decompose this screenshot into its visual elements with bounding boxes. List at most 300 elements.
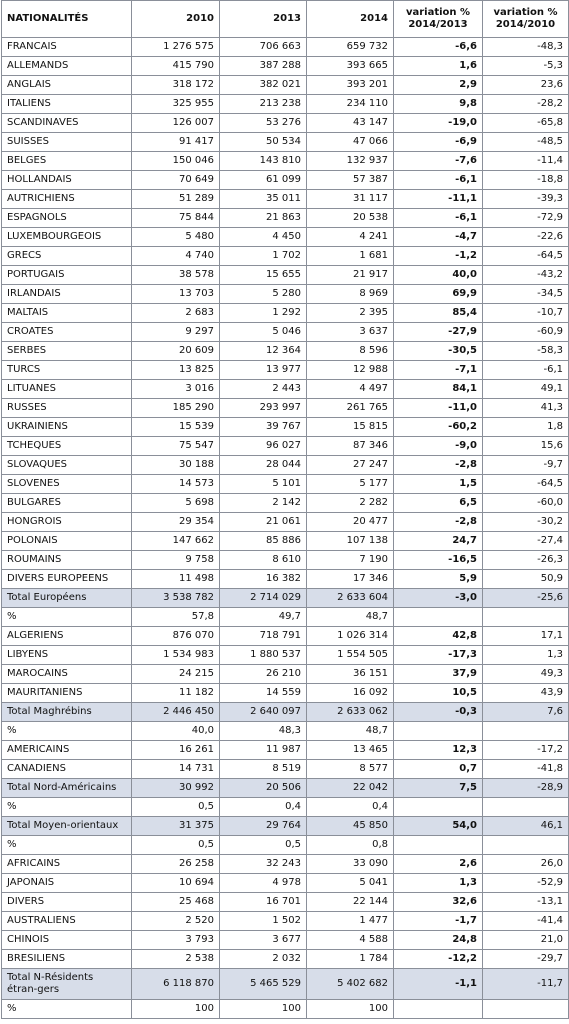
value-2014-cell: 5 177: [307, 475, 394, 494]
variation-2014-2013-cell: -1,1: [394, 969, 483, 1000]
value-2010-cell: 6 118 870: [132, 969, 220, 1000]
value-2014-cell: 27 247: [307, 456, 394, 475]
value-2010-cell: 3 016: [132, 380, 220, 399]
value-2010-cell: 38 578: [132, 266, 220, 285]
value-2013-cell: 53 276: [220, 114, 307, 133]
variation-2014-2010-cell: -11,7: [483, 969, 569, 1000]
value-2013-cell: 14 559: [220, 684, 307, 703]
variation-2014-2010-cell: -60,9: [483, 323, 569, 342]
table-row: [2, 285, 569, 304]
value-2013-cell: 1 292: [220, 304, 307, 323]
variation-2014-2013-cell: -1,2: [394, 247, 483, 266]
variation-2014-2013-cell: -30,5: [394, 342, 483, 361]
nationality-cell: CHINOIS: [2, 931, 132, 950]
nationality-cell: ALGERIENS: [2, 627, 132, 646]
nationality-cell: TCHEQUES: [2, 437, 132, 456]
value-2014-cell: 4 497: [307, 380, 394, 399]
value-2010-cell: 10 694: [132, 874, 220, 893]
value-2010-cell: 3 538 782: [132, 589, 220, 608]
variation-2014-2013-cell: 69,9: [394, 285, 483, 304]
value-2010-cell: 4 740: [132, 247, 220, 266]
value-2010-cell: 91 417: [132, 133, 220, 152]
variation-2014-2013-cell: -2,8: [394, 456, 483, 475]
variation-2014-2010-cell: 26,0: [483, 855, 569, 874]
value-2010-cell: 5 698: [132, 494, 220, 513]
table-row: [2, 323, 569, 342]
value-2010-cell: 14 731: [132, 760, 220, 779]
variation-2014-2013-cell: [394, 798, 483, 817]
variation-2014-2013-cell: 1,3: [394, 874, 483, 893]
table-row: [2, 171, 569, 190]
value-2014-cell: 16 092: [307, 684, 394, 703]
nationality-cell: LITUANES: [2, 380, 132, 399]
nationality-cell: GRECS: [2, 247, 132, 266]
variation-2014-2010-cell: [483, 722, 569, 741]
total-row: [2, 969, 569, 1000]
table-row: [2, 665, 569, 684]
value-2010-cell: 26 258: [132, 855, 220, 874]
nationality-cell: CROATES: [2, 323, 132, 342]
nationality-cell: SLOVAQUES: [2, 456, 132, 475]
value-2010-cell: 14 573: [132, 475, 220, 494]
value-2014-cell: 8 577: [307, 760, 394, 779]
variation-2014-2010-cell: 17,1: [483, 627, 569, 646]
value-2013-cell: 4 978: [220, 874, 307, 893]
table-row: [2, 874, 569, 893]
percent-row: [2, 836, 569, 855]
variation-2014-2010-cell: -10,7: [483, 304, 569, 323]
nationality-cell: AFRICAINS: [2, 855, 132, 874]
value-2014-cell: 20 538: [307, 209, 394, 228]
header-variation-2014-2010: variation % 2014/2010: [483, 1, 569, 38]
variation-2014-2013-cell: 6,5: [394, 494, 483, 513]
variation-2014-2010-cell: [483, 1000, 569, 1019]
variation-2014-2010-cell: -72,9: [483, 209, 569, 228]
value-2013-cell: 5 465 529: [220, 969, 307, 1000]
value-2013-cell: 706 663: [220, 38, 307, 57]
value-2013-cell: 4 450: [220, 228, 307, 247]
value-2013-cell: 1 880 537: [220, 646, 307, 665]
table-row: [2, 532, 569, 551]
value-2013-cell: 2 714 029: [220, 589, 307, 608]
variation-2014-2010-cell: -39,3: [483, 190, 569, 209]
value-2014-cell: 33 090: [307, 855, 394, 874]
value-2013-cell: 20 506: [220, 779, 307, 798]
percent-row: [2, 1000, 569, 1019]
value-2013-cell: 1 702: [220, 247, 307, 266]
variation-2014-2010-cell: -25,6: [483, 589, 569, 608]
value-2013-cell: 50 534: [220, 133, 307, 152]
value-2013-cell: 5 046: [220, 323, 307, 342]
value-2014-cell: 2 395: [307, 304, 394, 323]
total-row: [2, 779, 569, 798]
value-2013-cell: 718 791: [220, 627, 307, 646]
value-2013-cell: 2 640 097: [220, 703, 307, 722]
value-2013-cell: 49,7: [220, 608, 307, 627]
nationality-cell: %: [2, 608, 132, 627]
variation-2014-2013-cell: -11,1: [394, 190, 483, 209]
value-2010-cell: 51 289: [132, 190, 220, 209]
variation-2014-2010-cell: -64,5: [483, 247, 569, 266]
value-2013-cell: 15 655: [220, 266, 307, 285]
table-row: [2, 494, 569, 513]
table-row: [2, 513, 569, 532]
table-row: [2, 76, 569, 95]
percent-row: [2, 722, 569, 741]
table-row: [2, 380, 569, 399]
variation-2014-2010-cell: -48,3: [483, 38, 569, 57]
variation-2014-2010-cell: -41,8: [483, 760, 569, 779]
value-2013-cell: 0,5: [220, 836, 307, 855]
table-row: [2, 38, 569, 57]
value-2010-cell: 25 468: [132, 893, 220, 912]
variation-2014-2013-cell: -7,6: [394, 152, 483, 171]
value-2014-cell: 2 282: [307, 494, 394, 513]
header-2014: 2014: [307, 1, 394, 38]
nationality-cell: PORTUGAIS: [2, 266, 132, 285]
value-2013-cell: 85 886: [220, 532, 307, 551]
value-2010-cell: 2 683: [132, 304, 220, 323]
table-row: [2, 304, 569, 323]
variation-2014-2010-cell: 23,6: [483, 76, 569, 95]
nationality-cell: MALTAIS: [2, 304, 132, 323]
value-2013-cell: 1 502: [220, 912, 307, 931]
header-nationalites: NATIONALITÉS: [2, 1, 132, 38]
value-2013-cell: 12 364: [220, 342, 307, 361]
value-2013-cell: 2 032: [220, 950, 307, 969]
variation-2014-2013-cell: 42,8: [394, 627, 483, 646]
value-2010-cell: 2 538: [132, 950, 220, 969]
table-row: [2, 912, 569, 931]
variation-2014-2010-cell: -22,6: [483, 228, 569, 247]
nationality-cell: %: [2, 1000, 132, 1019]
value-2010-cell: 57,8: [132, 608, 220, 627]
value-2014-cell: 3 637: [307, 323, 394, 342]
nationalities-table: [1, 0, 569, 1019]
nationality-cell: HONGROIS: [2, 513, 132, 532]
table-row: [2, 931, 569, 950]
nationality-cell: DIVERS EUROPEENS: [2, 570, 132, 589]
variation-2014-2010-cell: -9,7: [483, 456, 569, 475]
table-row: [2, 133, 569, 152]
table-row: [2, 190, 569, 209]
value-2010-cell: 5 480: [132, 228, 220, 247]
value-2010-cell: 31 375: [132, 817, 220, 836]
value-2013-cell: 3 677: [220, 931, 307, 950]
variation-2014-2010-cell: [483, 608, 569, 627]
variation-2014-2013-cell: 32,6: [394, 893, 483, 912]
value-2014-cell: 36 151: [307, 665, 394, 684]
value-2010-cell: 147 662: [132, 532, 220, 551]
nationality-cell: HOLLANDAIS: [2, 171, 132, 190]
value-2010-cell: 30 992: [132, 779, 220, 798]
value-2014-cell: 13 465: [307, 741, 394, 760]
value-2010-cell: 75 547: [132, 437, 220, 456]
nationality-cell: UKRAINIENS: [2, 418, 132, 437]
table-row: [2, 646, 569, 665]
variation-2014-2013-cell: 85,4: [394, 304, 483, 323]
value-2010-cell: 100: [132, 1000, 220, 1019]
value-2010-cell: 325 955: [132, 95, 220, 114]
variation-2014-2013-cell: 1,6: [394, 57, 483, 76]
value-2013-cell: 26 210: [220, 665, 307, 684]
table-row: [2, 399, 569, 418]
nationality-cell: SLOVENES: [2, 475, 132, 494]
value-2013-cell: 28 044: [220, 456, 307, 475]
variation-2014-2010-cell: -41,4: [483, 912, 569, 931]
table-row: [2, 627, 569, 646]
variation-2014-2013-cell: 5,9: [394, 570, 483, 589]
variation-2014-2010-cell: -28,2: [483, 95, 569, 114]
variation-2014-2013-cell: -17,3: [394, 646, 483, 665]
value-2013-cell: 2 443: [220, 380, 307, 399]
variation-2014-2010-cell: -13,1: [483, 893, 569, 912]
value-2014-cell: 22 042: [307, 779, 394, 798]
value-2010-cell: 15 539: [132, 418, 220, 437]
nationality-cell: IRLANDAIS: [2, 285, 132, 304]
value-2013-cell: 293 997: [220, 399, 307, 418]
value-2014-cell: 5 041: [307, 874, 394, 893]
nationality-cell: Total Nord-Américains: [2, 779, 132, 798]
nationality-cell: %: [2, 836, 132, 855]
variation-2014-2010-cell: 15,6: [483, 437, 569, 456]
variation-2014-2010-cell: -11,4: [483, 152, 569, 171]
table-row: [2, 760, 569, 779]
nationality-cell: ROUMAINS: [2, 551, 132, 570]
value-2013-cell: 387 288: [220, 57, 307, 76]
value-2010-cell: 185 290: [132, 399, 220, 418]
nationality-cell: ITALIENS: [2, 95, 132, 114]
value-2013-cell: 100: [220, 1000, 307, 1019]
nationality-cell: BELGES: [2, 152, 132, 171]
nationality-cell: TURCS: [2, 361, 132, 380]
variation-2014-2010-cell: [483, 798, 569, 817]
variation-2014-2010-cell: 1,8: [483, 418, 569, 437]
value-2010-cell: 2 520: [132, 912, 220, 931]
value-2010-cell: 13 703: [132, 285, 220, 304]
value-2010-cell: 30 188: [132, 456, 220, 475]
value-2013-cell: 0,4: [220, 798, 307, 817]
variation-2014-2013-cell: [394, 836, 483, 855]
value-2013-cell: 213 238: [220, 95, 307, 114]
nationality-cell: MAROCAINS: [2, 665, 132, 684]
variation-2014-2013-cell: 24,7: [394, 532, 483, 551]
nationality-cell: SCANDINAVES: [2, 114, 132, 133]
variation-2014-2010-cell: -26,3: [483, 551, 569, 570]
value-2010-cell: 70 649: [132, 171, 220, 190]
nationality-cell: LIBYENS: [2, 646, 132, 665]
value-2010-cell: 9 297: [132, 323, 220, 342]
value-2013-cell: 16 701: [220, 893, 307, 912]
value-2013-cell: 13 977: [220, 361, 307, 380]
value-2014-cell: 659 732: [307, 38, 394, 57]
variation-2014-2013-cell: -6,1: [394, 171, 483, 190]
table-row: [2, 456, 569, 475]
nationality-cell: SUISSES: [2, 133, 132, 152]
table-row: [2, 418, 569, 437]
variation-2014-2013-cell: 24,8: [394, 931, 483, 950]
variation-2014-2013-cell: 1,5: [394, 475, 483, 494]
value-2013-cell: 21 863: [220, 209, 307, 228]
table-row: [2, 247, 569, 266]
table-row: [2, 551, 569, 570]
variation-2014-2013-cell: 2,9: [394, 76, 483, 95]
table-row: [2, 114, 569, 133]
value-2014-cell: 7 190: [307, 551, 394, 570]
value-2010-cell: 126 007: [132, 114, 220, 133]
value-2014-cell: 1 681: [307, 247, 394, 266]
value-2014-cell: 1 554 505: [307, 646, 394, 665]
value-2013-cell: 21 061: [220, 513, 307, 532]
value-2010-cell: 1 534 983: [132, 646, 220, 665]
nationality-cell: %: [2, 798, 132, 817]
variation-2014-2013-cell: 12,3: [394, 741, 483, 760]
nationality-cell: BRESILIENS: [2, 950, 132, 969]
value-2014-cell: 57 387: [307, 171, 394, 190]
percent-row: [2, 608, 569, 627]
value-2014-cell: 393 201: [307, 76, 394, 95]
value-2010-cell: 16 261: [132, 741, 220, 760]
table-row: [2, 266, 569, 285]
nationality-cell: JAPONAIS: [2, 874, 132, 893]
value-2014-cell: 393 665: [307, 57, 394, 76]
table-row: [2, 684, 569, 703]
value-2013-cell: 39 767: [220, 418, 307, 437]
nationality-cell: POLONAIS: [2, 532, 132, 551]
variation-2014-2010-cell: -5,3: [483, 57, 569, 76]
value-2013-cell: 16 382: [220, 570, 307, 589]
value-2014-cell: 107 138: [307, 532, 394, 551]
value-2010-cell: 318 172: [132, 76, 220, 95]
variation-2014-2013-cell: 37,9: [394, 665, 483, 684]
value-2014-cell: 8 596: [307, 342, 394, 361]
value-2014-cell: 17 346: [307, 570, 394, 589]
value-2014-cell: 31 117: [307, 190, 394, 209]
header-2013: 2013: [220, 1, 307, 38]
variation-2014-2010-cell: 43,9: [483, 684, 569, 703]
value-2010-cell: 40,0: [132, 722, 220, 741]
value-2014-cell: 0,4: [307, 798, 394, 817]
nationality-cell: ESPAGNOLS: [2, 209, 132, 228]
variation-2014-2010-cell: 21,0: [483, 931, 569, 950]
value-2014-cell: 48,7: [307, 722, 394, 741]
value-2014-cell: 12 988: [307, 361, 394, 380]
value-2010-cell: 876 070: [132, 627, 220, 646]
value-2014-cell: 45 850: [307, 817, 394, 836]
table-row: [2, 152, 569, 171]
variation-2014-2010-cell: 1,3: [483, 646, 569, 665]
value-2013-cell: 5 280: [220, 285, 307, 304]
variation-2014-2013-cell: 54,0: [394, 817, 483, 836]
table-row: [2, 950, 569, 969]
variation-2014-2010-cell: 41,3: [483, 399, 569, 418]
value-2014-cell: 100: [307, 1000, 394, 1019]
value-2014-cell: 132 937: [307, 152, 394, 171]
value-2014-cell: 21 917: [307, 266, 394, 285]
nationality-cell: ANGLAIS: [2, 76, 132, 95]
header-2010: 2010: [132, 1, 220, 38]
table-row: [2, 855, 569, 874]
table-row: [2, 57, 569, 76]
value-2010-cell: 1 276 575: [132, 38, 220, 57]
variation-2014-2013-cell: -12,2: [394, 950, 483, 969]
variation-2014-2010-cell: -52,9: [483, 874, 569, 893]
value-2014-cell: 20 477: [307, 513, 394, 532]
value-2014-cell: 87 346: [307, 437, 394, 456]
variation-2014-2010-cell: 46,1: [483, 817, 569, 836]
variation-2014-2013-cell: -11,0: [394, 399, 483, 418]
value-2013-cell: 8 610: [220, 551, 307, 570]
nationality-cell: CANADIENS: [2, 760, 132, 779]
value-2010-cell: 11 182: [132, 684, 220, 703]
value-2014-cell: 1 784: [307, 950, 394, 969]
value-2013-cell: 61 099: [220, 171, 307, 190]
value-2013-cell: 96 027: [220, 437, 307, 456]
value-2010-cell: 24 215: [132, 665, 220, 684]
nationality-cell: Total N-Résidents étran-gers: [2, 969, 132, 1000]
variation-2014-2010-cell: -30,2: [483, 513, 569, 532]
nationality-cell: Total Maghrébins: [2, 703, 132, 722]
variation-2014-2013-cell: -7,1: [394, 361, 483, 380]
variation-2014-2013-cell: 40,0: [394, 266, 483, 285]
value-2013-cell: 382 021: [220, 76, 307, 95]
total-row: [2, 817, 569, 836]
value-2013-cell: 11 987: [220, 741, 307, 760]
variation-2014-2013-cell: [394, 608, 483, 627]
value-2013-cell: 5 101: [220, 475, 307, 494]
variation-2014-2010-cell: [483, 836, 569, 855]
value-2013-cell: 35 011: [220, 190, 307, 209]
variation-2014-2010-cell: -28,9: [483, 779, 569, 798]
variation-2014-2013-cell: 0,7: [394, 760, 483, 779]
table-row: [2, 228, 569, 247]
variation-2014-2013-cell: -6,1: [394, 209, 483, 228]
variation-2014-2013-cell: 10,5: [394, 684, 483, 703]
variation-2014-2013-cell: 2,6: [394, 855, 483, 874]
header-variation-2014-2013: variation % 2014/2013: [394, 1, 483, 38]
nationality-cell: FRANCAIS: [2, 38, 132, 57]
value-2014-cell: 43 147: [307, 114, 394, 133]
variation-2014-2013-cell: -27,9: [394, 323, 483, 342]
variation-2014-2010-cell: -34,5: [483, 285, 569, 304]
value-2014-cell: 4 241: [307, 228, 394, 247]
variation-2014-2010-cell: -29,7: [483, 950, 569, 969]
value-2014-cell: 5 402 682: [307, 969, 394, 1000]
value-2010-cell: 150 046: [132, 152, 220, 171]
variation-2014-2010-cell: 49,3: [483, 665, 569, 684]
value-2014-cell: 1 026 314: [307, 627, 394, 646]
nationality-cell: Total Moyen-orientaux: [2, 817, 132, 836]
value-2014-cell: 1 477: [307, 912, 394, 931]
value-2010-cell: 75 844: [132, 209, 220, 228]
value-2010-cell: 3 793: [132, 931, 220, 950]
variation-2014-2010-cell: -48,5: [483, 133, 569, 152]
variation-2014-2010-cell: -64,5: [483, 475, 569, 494]
variation-2014-2013-cell: -60,2: [394, 418, 483, 437]
value-2013-cell: 143 810: [220, 152, 307, 171]
table-row: [2, 361, 569, 380]
table-row: [2, 342, 569, 361]
value-2010-cell: 0,5: [132, 798, 220, 817]
value-2013-cell: 2 142: [220, 494, 307, 513]
variation-2014-2010-cell: -65,8: [483, 114, 569, 133]
variation-2014-2010-cell: -60,0: [483, 494, 569, 513]
nationality-cell: Total Européens: [2, 589, 132, 608]
value-2010-cell: 2 446 450: [132, 703, 220, 722]
nationality-cell: AUSTRALIENS: [2, 912, 132, 931]
value-2013-cell: 32 243: [220, 855, 307, 874]
value-2014-cell: 0,8: [307, 836, 394, 855]
